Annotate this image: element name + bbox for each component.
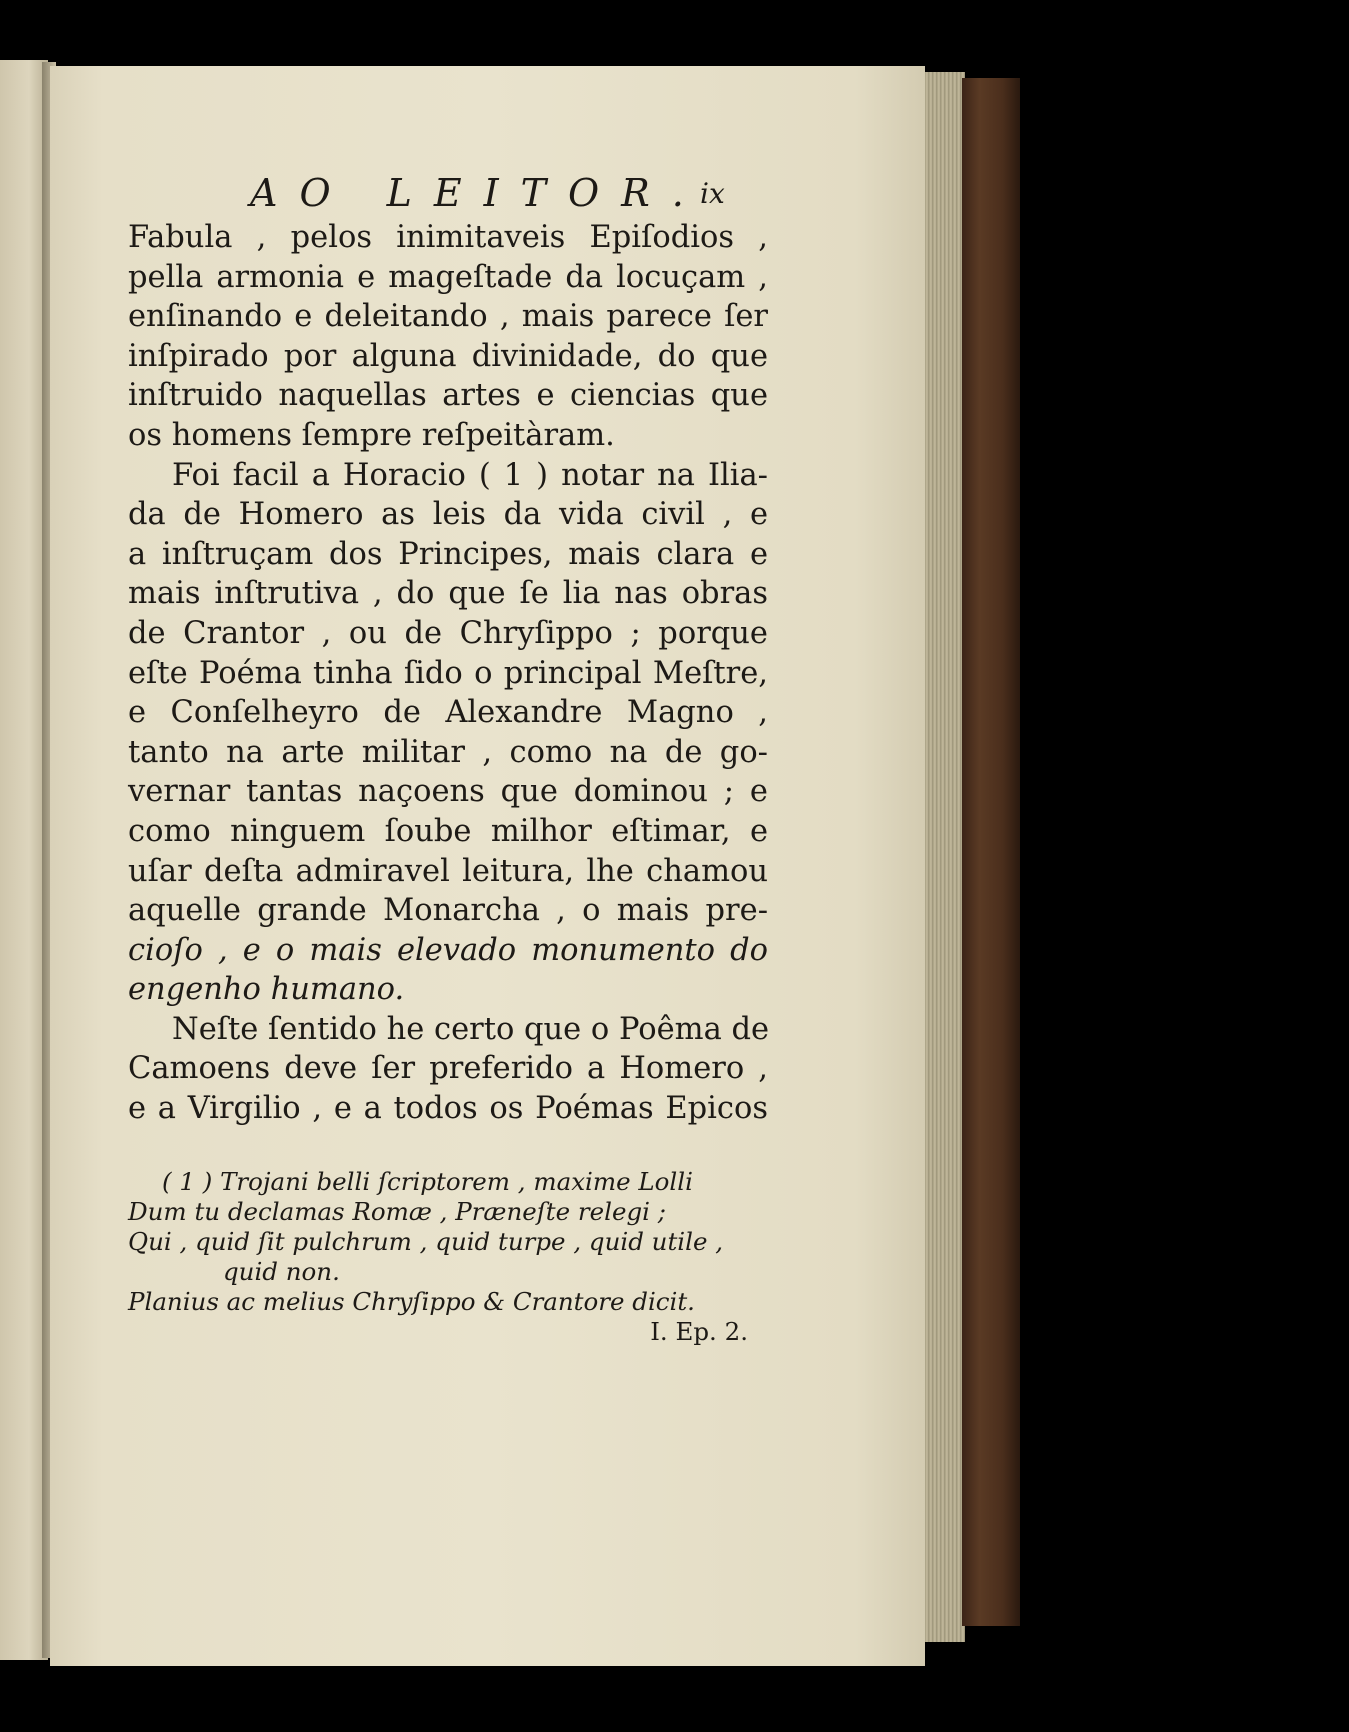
footnote [128,1167,768,1347]
page-text-block [128,170,768,1347]
text-line: e a Virgilio , e a todos os Poémas Epicos [128,1091,768,1127]
text-line: inſpirado por alguna divinidade, do que [128,338,768,374]
text-line: vernar tantas naçoens que dominou ; e [128,774,768,810]
footnote-line: Planius ac melius Chryſippo & Crantore dicit. [128,1286,695,1316]
text-line-italic: cioſo , e o mais elevado monumento do [128,932,768,968]
text-line-italic: engenho humano. [128,972,405,1008]
paragraph-3 [128,1010,768,1129]
paragraph-1 [128,218,768,456]
text-line: Foi facil a Horacio ( 1 ) notar na Ilia- [172,457,768,493]
page-stack-edges [925,72,965,1642]
text-line: aquelle grande Monarcha , o mais pre- [128,893,768,929]
text-line: pella armonia e mageſtade da locuçam , [128,259,768,295]
text-line: a inſtruçam dos Principes, mais clara e [128,536,768,572]
footnote-line: quid non. [223,1256,340,1286]
body-text [128,218,768,1129]
text-line: uſar deſta admiravel leitura, lhe chamou [128,853,768,889]
text-line: Fabula , pelos inimitaveis Epiſodios , [128,220,768,255]
running-head-title: AO LEITOR. [250,171,706,215]
text-line: inſtruido naquellas artes e ciencias que [128,378,768,414]
running-head [128,170,768,216]
paragraph-2 [128,456,768,1010]
left-facing-page-edge [0,60,48,1660]
text-line: como ninguem ſoube milhor eſtimar, e [128,813,768,849]
book-cover-edge [962,78,1020,1626]
footnote-citation [128,1317,768,1347]
text-line: os homens ſempre reſpeitàram. [128,417,615,453]
text-line: eſte Poéma tinha ſido o principal Meſtre, [128,655,768,691]
text-line: de Crantor , ou de Chryſippo ; porque [128,615,768,651]
text-line: tanto na arte militar , como na de go- [128,734,768,770]
footnote-line: Dum tu declamas Romæ , Præneſte relegi ; [128,1196,667,1226]
footnote-citation-text: I. Ep. 2. [650,1316,748,1346]
page-number: ix [700,177,725,210]
text-line: da de Homero as leis da vida civil , e [128,497,768,533]
text-line: mais inſtrutiva , do que ſe lia nas obras [128,576,768,612]
text-line: e Conſelheyro de Alexandre Magno , [128,695,768,731]
text-line: Neſte ſentido he certo que o Poêma de [172,1011,770,1047]
text-line: enſinando e deleitando , mais parece ſer [128,299,768,335]
text-line: Camoens deve ſer preferido a Homero , [128,1051,768,1087]
footnote-line: Qui , quid ſit pulchrum , quid turpe , quid utile , [128,1226,724,1256]
footnote-line: ( 1 ) Trojani belli ſcriptorem , maxime Lolli [162,1166,693,1196]
